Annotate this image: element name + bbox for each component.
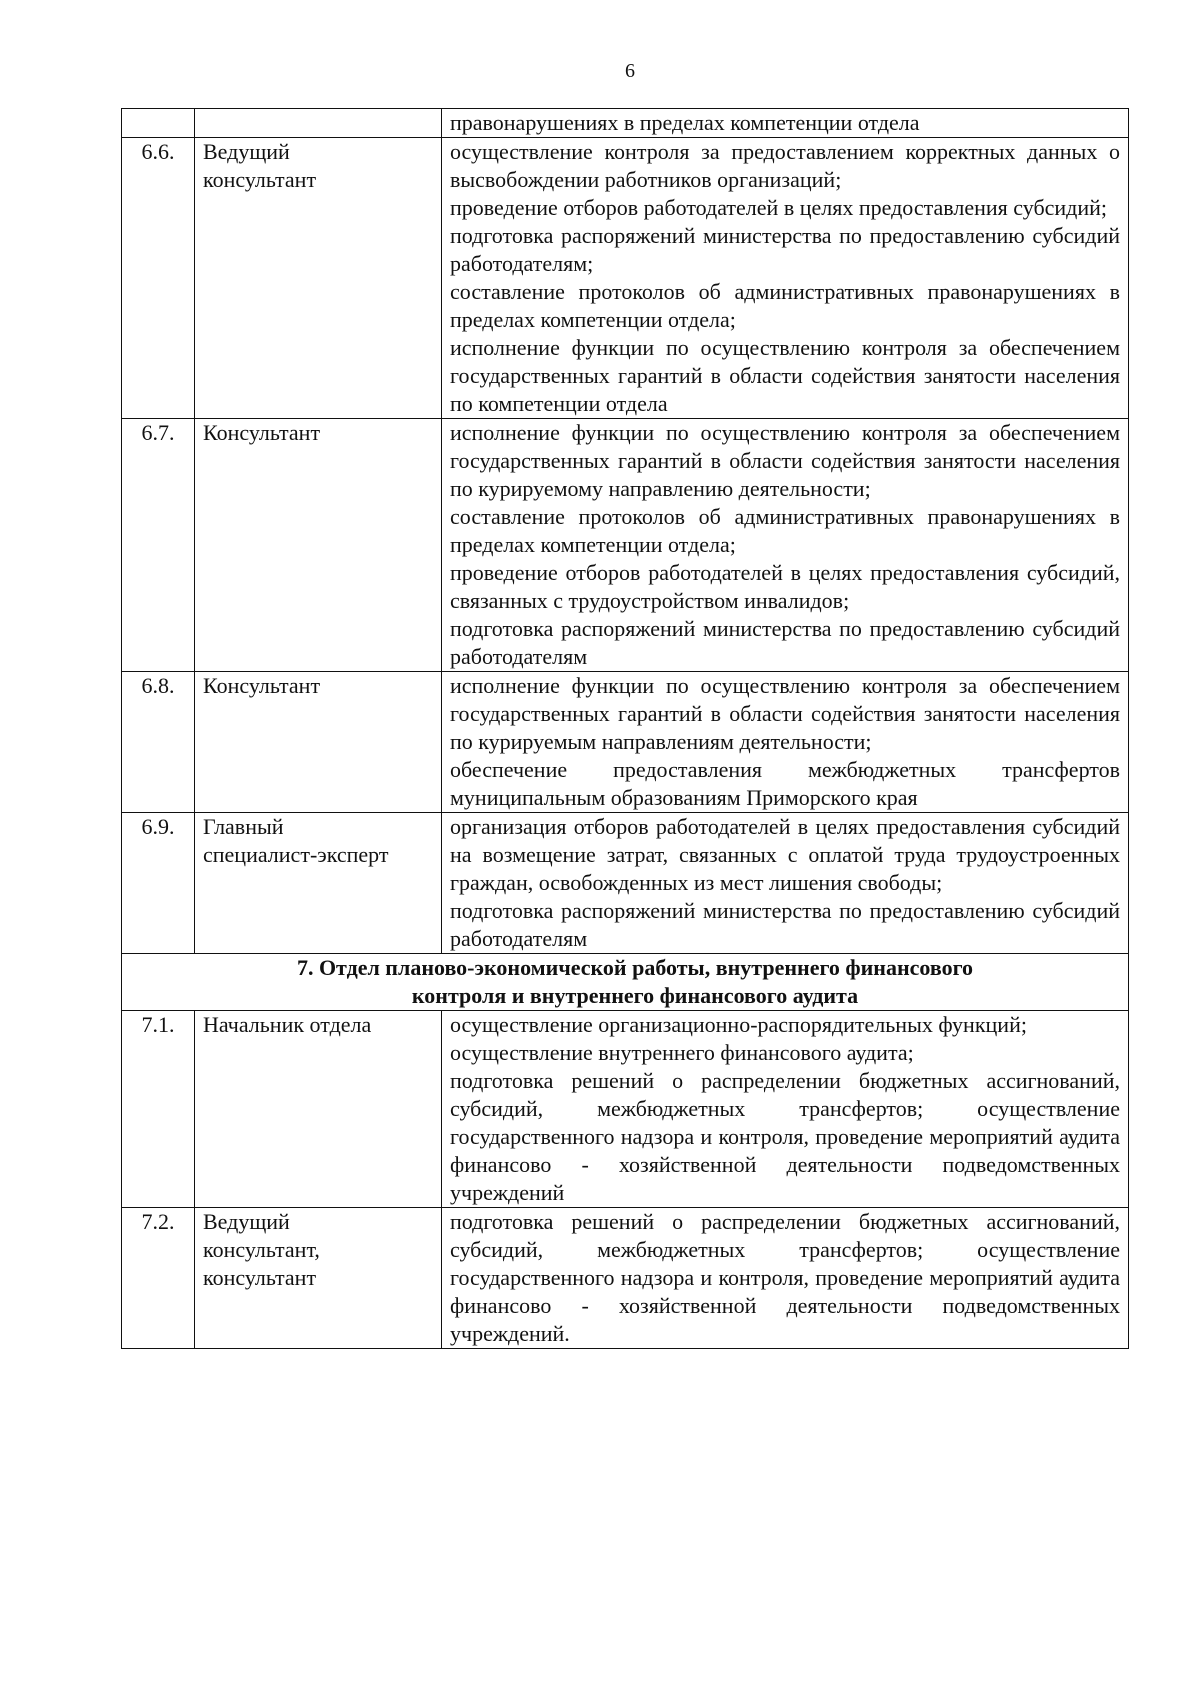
position-title: Ведущий [203,139,290,164]
section-title-line: 7. Отдел планово-экономической работы, внутреннего финансового [296,955,974,980]
table-row [122,813,1129,954]
position-cell [195,109,442,138]
duties-cell [442,672,1129,813]
position-title: Начальник отдела [203,1012,372,1037]
duty-item: проведение отборов работодателей в целях предоставления субсидий; [450,195,1108,220]
table-row [122,419,1129,672]
duty-item: подготовка решений о распределении бюджетных ассигнований, субсидий, межбюджетных трансфертов; осуществление государственного надзора и контроля, проведение мероприятий аудита финансово - хозяйственной деятельности подведомственных учреждений [450,1068,1120,1205]
position-title: консультант [203,1265,317,1290]
duty-item: проведение отборов работодателей в целях предоставления субсидий, связанных с трудоустройством инвалидов; [450,560,1120,613]
duty-item: составление протоколов об административных правонарушениях в пределах компетенции отдела; [450,504,1120,557]
position-cell [195,1011,442,1208]
position-title: Консультант [203,673,321,698]
duty-item: подготовка распоряжений министерства по предоставлению субсидий работодателям [450,616,1120,669]
duty-item: обеспечение предоставления межбюджетных трансфертов муниципальным образованиям Приморского края [450,757,1120,810]
table-row [122,672,1129,813]
duties-cell [442,1011,1129,1208]
section-header-row [122,954,1129,1011]
row-number: 7.1. [122,1011,195,1208]
position-title: Главный [203,814,284,839]
duty-item: подготовка распоряжений министерства по предоставлению субсидий работодателям; [450,223,1120,276]
duty-item: исполнение функции по осуществлению контроля за обеспечением государственных гарантий в области содействия занятости населения по курируемым направлениям деятельности; [450,673,1120,754]
row-number: 7.2. [122,1208,195,1349]
section-title-cell [122,954,1129,1011]
row-number [122,109,195,138]
position-cell [195,813,442,954]
duty-item: подготовка распоряжений министерства по предоставлению субсидий работодателям [450,898,1120,951]
duty-item: правонарушениях в пределах компетенции отдела [450,110,920,135]
position-title: специалист-эксперт [203,842,389,867]
position-cell [195,672,442,813]
duty-item: составление протоколов об административных правонарушениях в пределах компетенции отдела; [450,279,1120,332]
duties-table [121,108,1129,1349]
table-row [122,109,1129,138]
duty-item: исполнение функции по осуществлению контроля за обеспечением государственных гарантий в области содействия занятости населения по компетенции отдела [450,335,1120,416]
duty-item: исполнение функции по осуществлению контроля за обеспечением государственных гарантий в области содействия занятости населения по курируемому направлению деятельности; [450,420,1120,501]
position-title: консультант [203,167,317,192]
duties-cell [442,419,1129,672]
row-number: 6.6. [122,138,195,419]
table-row [122,138,1129,419]
position-title: Консультант [203,420,321,445]
duties-cell [442,1208,1129,1349]
duty-item: осуществление контроля за предоставлением корректных данных о высвобождении работников организаций; [450,139,1120,192]
duty-item: осуществление внутреннего финансового аудита; [450,1040,914,1065]
position-cell [195,138,442,419]
duties-cell [442,138,1129,419]
duty-item: организация отборов работодателей в целях предоставления субсидий на возмещение затрат, связанных с оплатой труда трудоустроенных граждан, освобожденных из мест лишения свободы; [450,814,1120,895]
position-title: Ведущий [203,1209,290,1234]
duties-cell [442,109,1129,138]
table-row [122,1011,1129,1208]
row-number: 6.8. [122,672,195,813]
duty-item: осуществление организационно-распорядительных функций; [450,1012,1027,1037]
duties-cell [442,813,1129,954]
row-number: 6.7. [122,419,195,672]
section-title-line: контроля и внутреннего финансового аудита [411,983,859,1008]
page-number: 6 [625,60,635,82]
table-row [122,1208,1129,1349]
position-cell [195,1208,442,1349]
row-number: 6.9. [122,813,195,954]
position-title: консультант, [203,1237,320,1262]
duty-item: подготовка решений о распределении бюджетных ассигнований, субсидий, межбюджетных трансфертов; осуществление государственного надзора и контроля, проведение мероприятий аудита финансово - хозяйственной деятельности подведомственных учреждений. [450,1209,1120,1346]
position-cell [195,419,442,672]
